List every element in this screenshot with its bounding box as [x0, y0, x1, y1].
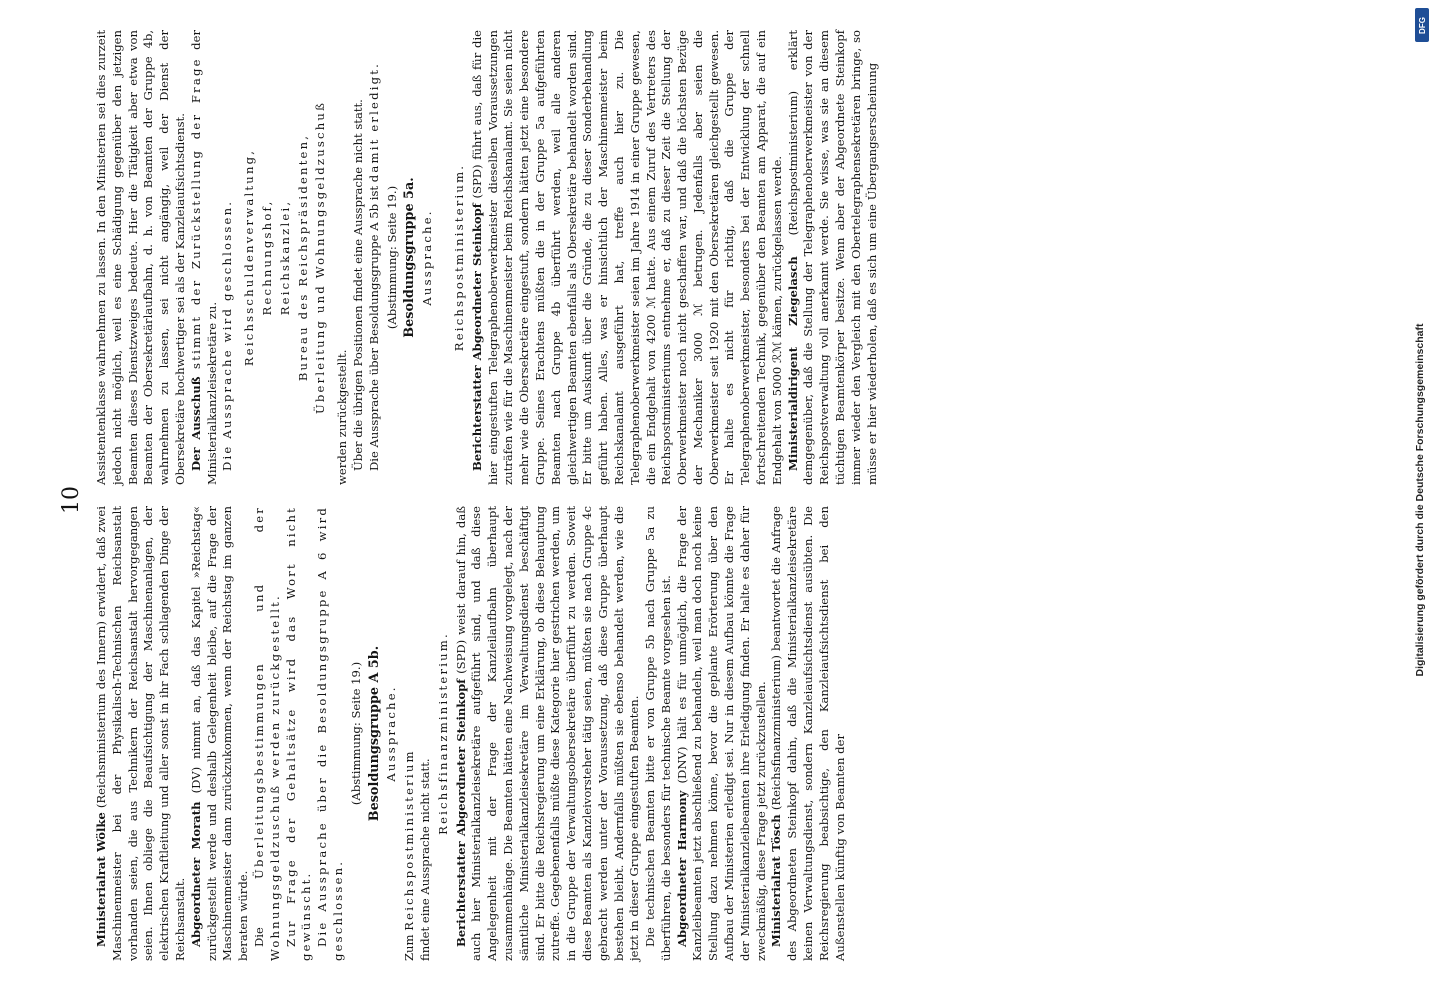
- speaker: Ministerialrat Wölke: [94, 812, 108, 947]
- paragraph: Zum Reichspostministerium: [402, 749, 417, 961]
- ministry-heading: Reichsfinanzministerium.: [435, 632, 450, 835]
- left-column: [94, 506, 848, 961]
- paragraph: Über die übrigen Positionen findet eine Aussprache nicht statt.: [350, 99, 365, 471]
- ministry-heading: Reichspostministerium.: [451, 163, 466, 352]
- spacer: [438, 30, 450, 485]
- right-column: [94, 30, 880, 485]
- paragraph: Ministerialrat Tösch (Reichsfinanzministerium) beantwortet die Anfrage des Abgeordneten Steinkopf dahin, daß die Ministerialkanzleisekretäre keinen Verwaltungsdienst, sondern Kanzleiaufsichtsdienst ausübten. Die Reichsregierung beabsichtige, den Kanzleiaufsichtsdienst bei den Außenstellen künftig von Beamten der: [769, 505, 847, 961]
- paragraph: Berichterstatter Abgeordneter Steinkopf (SPD) führt aus, daß für die hier eingestuften Telegraphenoberwerkmeister dieselben Voraussetzungen zuträfen wie für die Maschinenmeister beim Reichskanalamt. Sie seien nicht mehr wie die Obersekretäre eingestuft, sondern hätten jetzt eine besondere Gruppe. Seines Erachtens müßten die in der Gruppe 5a aufgeführten Beamten nach Gruppe 4b überführt werden, weil alle anderen gleichwertigen Beamten ebenfalls als Obersekretäre behandelt worden sind. Er bitte um Auskunft über die Gründe, die zu dieser Sonderbehandlung geführt haben. Alles, was er hinsichtlich der Maschinenmeister beim Reichskanalamt ausgeführt hat, treffe auch hier zu. Die Telegraphenoberwerkmeister seien im Jahre 1914 in einer Gruppe gewesen, die ein Endgehalt von 4200 ℳ hatte. Aus einem Zuruf des Vertreters des Reichspostministeriums entnehme er, daß zu dieser Zeit die Stellung der Oberwerkmeister noch nicht geschaffen war, und daß die höchsten Bezüge der Mechaniker 3000 ℳ betrugen. Jedenfalls aber seien die Oberwerkmeister seit 1920 mit den Obersekretären gleichgestellt gewesen. Er halte es nicht für richtig, daß die Gruppe der Telegraphenoberwerkmeister, besonders bei der Entwicklung der schnell fortschreitenden Technik, gegenüber den Beamten am Apparat, die auf ein Endgehalt von 5000 ℛℳ kämen, zurückgelassen werde.: [469, 29, 784, 485]
- section-heading: Besoldungsgruppe A 5b.: [366, 645, 382, 822]
- paragraph: Ministerialdirigent Ziegelasch (Reichspostministerium) erklärt demgegenüber, daß die Stellung der Telegraphenoberwerkmeister von der Reichspostverwaltung voll anerkannt werde. Sie wisse, was sie an diesem tüchtigen Beamtenkörper besitze. Wenn aber der Abgeordnete Steinkopf immer wieder den Vergleich mit den Obertelegraphensekretären bringe, so müsse er hier wiederholen, daß es sich um eine Übergangserscheinung: [785, 30, 879, 485]
- paragraph: Die Aussprache wird geschlossen.: [220, 199, 235, 471]
- subheading: Aussprache.: [384, 685, 399, 782]
- paragraph: Ministerialrat Wölke (Reichsministerium des Innern) erwidert, daß zwei Maschinenmeister bei der Physikalisch-Technischen Reichsanstalt vorhanden seien, die aus Technikern der Reichsanstalt hervorgegangen seien. Ihnen obliege die Beaufsichtigung der Maschinenanlagen, der elektrischen Kraftleitung und aller sonst in ihr Fach schlagenden Dinge der Reichsanstalt.: [94, 506, 187, 961]
- digitization-note: Digitalisierung gefördert durch die Deutsche Forschungsgemeinschaft: [1414, 323, 1426, 677]
- speaker: Ministerialdirigent Ziegelasch: [785, 256, 800, 471]
- list-item: Reichskanzlei,: [277, 199, 292, 316]
- paragraph: Abgeordneter Harmony (DNV) hält es für unmöglich, die Frage der Kanzleibeamten jetzt abschließend zu behandeln, weil man doch noch keine Stellung dazu nehmen könne, bevor die geplante Erörterung über den Aufbau der Ministerien erledigt sei. Nur in diesem Aufbau könnte die Frage der Ministerialkanzleibeamten ihre Erledigung finden. Er halte es daher für zweckmäßig, diese Frage jetzt zurückzustellen.: [674, 506, 768, 961]
- list-item: Rechnungshof,: [259, 199, 274, 316]
- paragraph: Die Überleitungsbestimmungen und der Wohnungsgeldzuschuß werden zurückgestellt.: [251, 505, 282, 961]
- list-item: Überleitung und Wohnungsgeldzuschuß: [313, 100, 328, 415]
- list-item: Reichsschuldenverwaltung,: [242, 148, 257, 367]
- vote-reference: (Abstimmung: Seite 19.): [348, 661, 363, 806]
- paragraph: Berichterstatter Abgeordneter Steinkopf (SPD) weist darauf hin, daß auch hier Ministerialkanzleisekretäre aufgeführt sind, und daß diese Angelegenheit mit der Frage der Kanzleilaufbahn überhaupt zusammenhänge. Die Beamten hätten eine Nachweisung vorgelegt, nach der sämtliche Ministerialkanzleisekretäre im Verwaltungsdienst beschäftigt sind. Er bitte die Reichsregierung um eine Erklärung, ob diese Behauptung zutreffe. Gegebenenfalls müßte diese Kategorie hier gestrichen werden, um in die Gruppe der Verwaltungsobersekretäre überführt zu werden. Soweit diese Beamten als Kanzleivorsteher tätig seien, müßten sie nach Gruppe 4c gebracht werden unter der Voraussetzung, daß diese Gruppe überhaupt bestehen bleibt. Andernfalls müßten sie ebenso behandelt werden, wie die jetzt in dieser Gruppe eingestuften Beamten.: [453, 505, 642, 961]
- vote-reference: (Abstimmung: Seite 19.): [384, 185, 399, 330]
- page-number: 10: [59, 486, 84, 514]
- paragraph: Die Aussprache über die Besoldungsgruppe A 6 wird geschlossen.: [315, 506, 345, 961]
- dfg-logo: DFG: [1415, 8, 1429, 42]
- paragraph: Die Aussprache über Besoldungsgruppe A 5b ist damit erledigt.: [366, 61, 381, 471]
- section-heading: Besoldungsgruppe 5a.: [402, 177, 418, 338]
- paragraph: werden zurückgestellt.: [335, 349, 350, 485]
- scanned-page: [60, 25, 1360, 975]
- speaker: Berichterstatter Abgeordneter Steinkopf: [469, 203, 484, 471]
- speaker: Berichterstatter Abgeordneter Steinkopf: [453, 678, 468, 947]
- paragraph: findet eine Aussprache nicht statt.: [417, 758, 432, 961]
- paragraph: Der Ausschuß stimmt der Zurückstellung der Frage der Ministerialkanzleisekretäre zu.: [188, 30, 219, 485]
- subheading: Aussprache.: [420, 209, 435, 306]
- paragraph: Abgeordneter Morath (DV) nimmt an, daß das Kapitel »Reichstag« zurückgestellt werde und deshalb Gelegenheit bleibe, auf die Frage der Maschinenmeister dann zurückzukommen, wenn der Reichstag im ganzen beraten würde.: [188, 505, 251, 961]
- speaker: Ministerialrat Tösch: [769, 814, 784, 947]
- paragraph: Zur Frage der Gehaltsätze wird das Wort nicht gewünscht.: [283, 506, 314, 961]
- paragraph: Die technischen Beamten bitte er von Gruppe 5b nach Gruppe 5a zu überführen, die besonders für technische Beamte vorgesehen ist.: [643, 506, 673, 961]
- deferred-items-list: [242, 30, 329, 485]
- speaker: Der Ausschuß: [188, 376, 203, 471]
- speaker: Abgeordneter Morath: [188, 801, 203, 947]
- paragraph: Assistentenklasse wahrnehmen zu lassen. In den Ministerien sei dies zurzeit jedoch nicht möglich, weil es eine Schädigung gegenüber den jetzigen Beamten dieses Dienstzweiges bedeute. Hier die Tätigkeit aber etwa von Beamten der Obersekretärlaufbahn, d. h. von Beamten der Gruppe 4b, wahrnehmen zu lassen, sei nicht angängig, weil der Dienst der Obersekretäre hochwertiger sei als der Kanzleiaufsichtsdienst.: [94, 30, 187, 485]
- list-item: Bureau des Reichspräsidenten,: [295, 133, 310, 382]
- speaker: Abgeordneter Harmony: [674, 790, 689, 947]
